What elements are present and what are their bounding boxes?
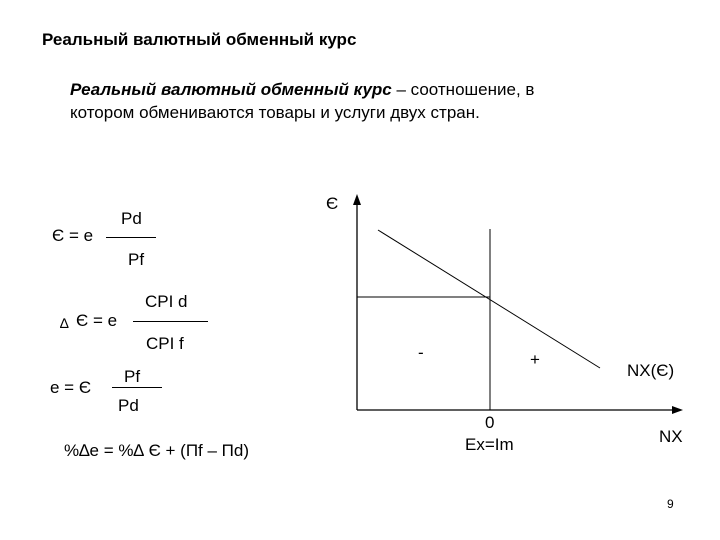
formula-1-denominator: Pf [128,250,145,269]
x-axis-arrow [672,406,683,414]
formula-2-denominator: CPI f [146,334,184,353]
formula-2-lhs: Є = e [76,311,118,330]
formula-3-lhs: e = Є [50,378,92,397]
x-axis-label: NX [659,427,683,446]
definition-rest: – соотношение, в [391,80,535,99]
minus-label: - [418,343,424,362]
formula-4: %∆e = %∆ Є + (Пf – Пd) [64,441,250,460]
nx-curve [378,230,600,368]
definition-term: Реальный валютный обменный курс [70,80,392,99]
definition-line-2: котором обмениваются товары и услуги двух стран. [70,103,480,122]
formula-1-numerator: Pd [121,209,142,228]
formula-3-numerator: Pf [124,367,141,386]
curve-label: NX(Є) [627,361,675,380]
formula-2-delta: ∆ [60,315,69,331]
formula-3-denominator: Pd [118,396,139,415]
y-axis-arrow [353,194,361,205]
y-axis-label: Є [326,194,339,213]
formula-2-numerator: CPI d [145,292,188,311]
page-number: 9 [667,497,674,511]
balance-label: Ex=Im [465,435,514,454]
formula-1-lhs: Є = e [52,226,94,245]
plus-label: + [530,350,540,369]
origin-label: 0 [485,413,495,432]
slide-title: Реальный валютный обменный курс [42,30,357,49]
